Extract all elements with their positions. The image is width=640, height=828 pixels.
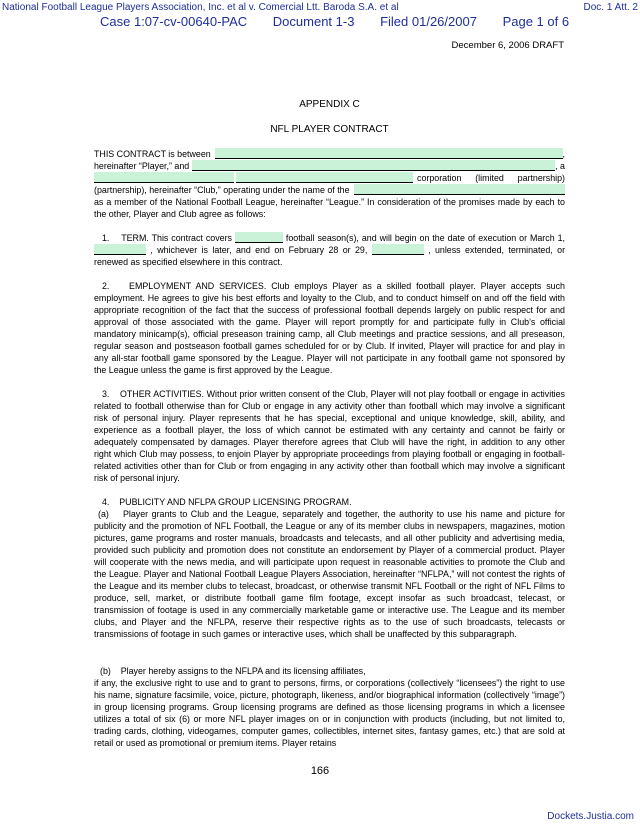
page-of: Page 1 of 6 — [502, 14, 570, 29]
end-year-field[interactable] — [372, 244, 424, 255]
term-text-3: , whichever is later, and end on February 28 or 29, — [150, 245, 368, 255]
section-publicity-b: if any, the exclusive right to use and to grant to persons, firms, or corporations (collectively “licensees”) the right to use his name, signature facsimile, voice, picture, photograph, likeness, and/or biographical information (collectively “image”) in group licensing programs. Group licensing programs are defined as those licensing programs in which a licensee utilizes a total of six (6) or more NFL player images on or in conjunction with products (including, but not limited to, trading cards, clothing, videogames, computer games, collectibles, internet sites, fantasy games, etc.) that are sold at retail or used as promotional or premium items. Player retains — [94, 678, 565, 748]
filed-date: Filed 01/26/2007 — [380, 14, 477, 29]
section-publicity-b-heading: (b) Player hereby assigns to the NFLPA and its licensing affiliates, — [100, 666, 366, 676]
page-number: 166 — [310, 765, 330, 777]
player-name-field[interactable] — [215, 148, 563, 159]
dockets-link[interactable]: Dockets.Justia.com — [547, 811, 634, 822]
appendix-heading: APPENDIX C — [299, 99, 360, 110]
comma-mark: , — [562, 149, 565, 159]
term-text-1: 1. TERM. This contract covers — [102, 233, 232, 243]
team-name-field[interactable] — [354, 184, 565, 195]
attachment-link[interactable]: Doc. 1 Att. 2 — [583, 2, 638, 13]
document-number: Document 1-3 — [272, 14, 355, 29]
intro-line1: THIS CONTRACT is between — [94, 149, 211, 159]
intro-line4: (partnership), hereinafter “Club,” operating under the name of the — [94, 185, 350, 195]
club-name-field[interactable] — [192, 160, 555, 171]
intro-line2-end: , a — [555, 161, 565, 171]
term-text-4: , unless extended, terminated, or renewed as specified elsewhere in this contract. — [94, 245, 566, 267]
term-text-2: football season(s), and will begin on the date of execution or March 1, — [285, 233, 565, 243]
draft-date: December 6, 2006 DRAFT — [451, 40, 564, 51]
contract-title: NFL PLAYER CONTRACT — [270, 124, 389, 135]
section-publicity-a: (a) Player grants to Club and the League, separately and together, the authority to use his name and picture for publicity and the promotion of NFL Football, the League or any of its member clubs in newspapers, magazines, motion pictures, game programs and roster manuals, broadcasts and telecasts, and all other publicity and advertising media, provided such publicity and promotion does not constitute an endorsement by Player of a commercial product. Player will cooperate with the news media, and will participate upon request in reasonable activities to promote the Club and the League. Player and National Football League Players Association, hereinafter “NFLPA,” will not contest the rights of the League and its member clubs to telecast, broadcast, or otherwise transmit NFL Football or the right of NFL Films to produce, sell, market, or distribute football game film footage, except insofar as such broadcast, telecast, or transmission of footage is used in any commercially marketable game or interactive use. The League and its member clubs, and Player and the NFLPA, reserve their respective rights as to the use of such broadcasts, telecasts or transmissions of footage in such games or interactive uses, which shall be unaffected by this subparagraph. — [94, 509, 565, 639]
limited-word: (limited — [475, 173, 504, 183]
intro-rest: as a member of the National Football League, hereinafter “League.” In consideration of the promises made by each to the other, Player and Club agree as follows: — [94, 197, 565, 219]
partnership-word: partnership) — [517, 173, 565, 183]
case-title-link[interactable]: National Football League Players Association, Inc. et al v. Comercial Ltt. Baroda S.A. et al — [2, 2, 399, 13]
corp-word: corporation — [417, 173, 462, 183]
intro-line2: hereinafter “Player,” and — [94, 161, 190, 171]
case-number: Case 1:07-cv-00640-PAC — [100, 14, 248, 29]
section-publicity-heading: 4. PUBLICITY AND NFLPA GROUP LICENSING PROGRAM. — [102, 497, 352, 507]
start-year-field[interactable] — [94, 244, 146, 255]
intro-block — [94, 148, 565, 220]
section-employment: 2. EMPLOYMENT AND SERVICES. Club employs Player as a skilled football player. Player accepts such employment. He agrees to give his best efforts and loyalty to the Club, and to conduct himself on and off the field with appropriate recognition of the fact that the success of professional football depends largely on public respect for and approval of those associated with the game. Player will report promptly for and participate fully in Club’s official mandatory minicamp(s), official preseason training camp, all Club meetings and practice sessions, and all preseason, regular season and postseason football games scheduled for or by Club. If invited, Player will practice for and play in any all-star football game sponsored by the League. Player will not participate in any football game not sponsored by the League unless the game is first approved by the League. — [94, 281, 565, 375]
case-caption — [100, 14, 591, 29]
state-field-2[interactable] — [236, 172, 413, 183]
section-term — [94, 232, 565, 268]
state-field-1[interactable] — [94, 172, 234, 183]
section-other-activities: 3. OTHER ACTIVITIES. Without prior written consent of the Club, Player will not play football or engage in activities related to football otherwise than for Club or engage in any activity other than football which may involve a significant risk of personal injury. Player represents that he has special, exceptional and unique knowledge, skill, ability, and experience as a football player, the loss of which cannot be estimated with any certainty and cannot be fairly or adequately compensated by damages. Player therefore agrees that Club will have the right, in addition to any other right which Club may possess, to enjoin Player by appropriate proceedings from playing football or engaging in football-related activities other than for Club or from engaging in any activity other than football which may involve a significant risk of personal injury. — [94, 389, 565, 483]
seasons-field[interactable] — [235, 232, 283, 243]
